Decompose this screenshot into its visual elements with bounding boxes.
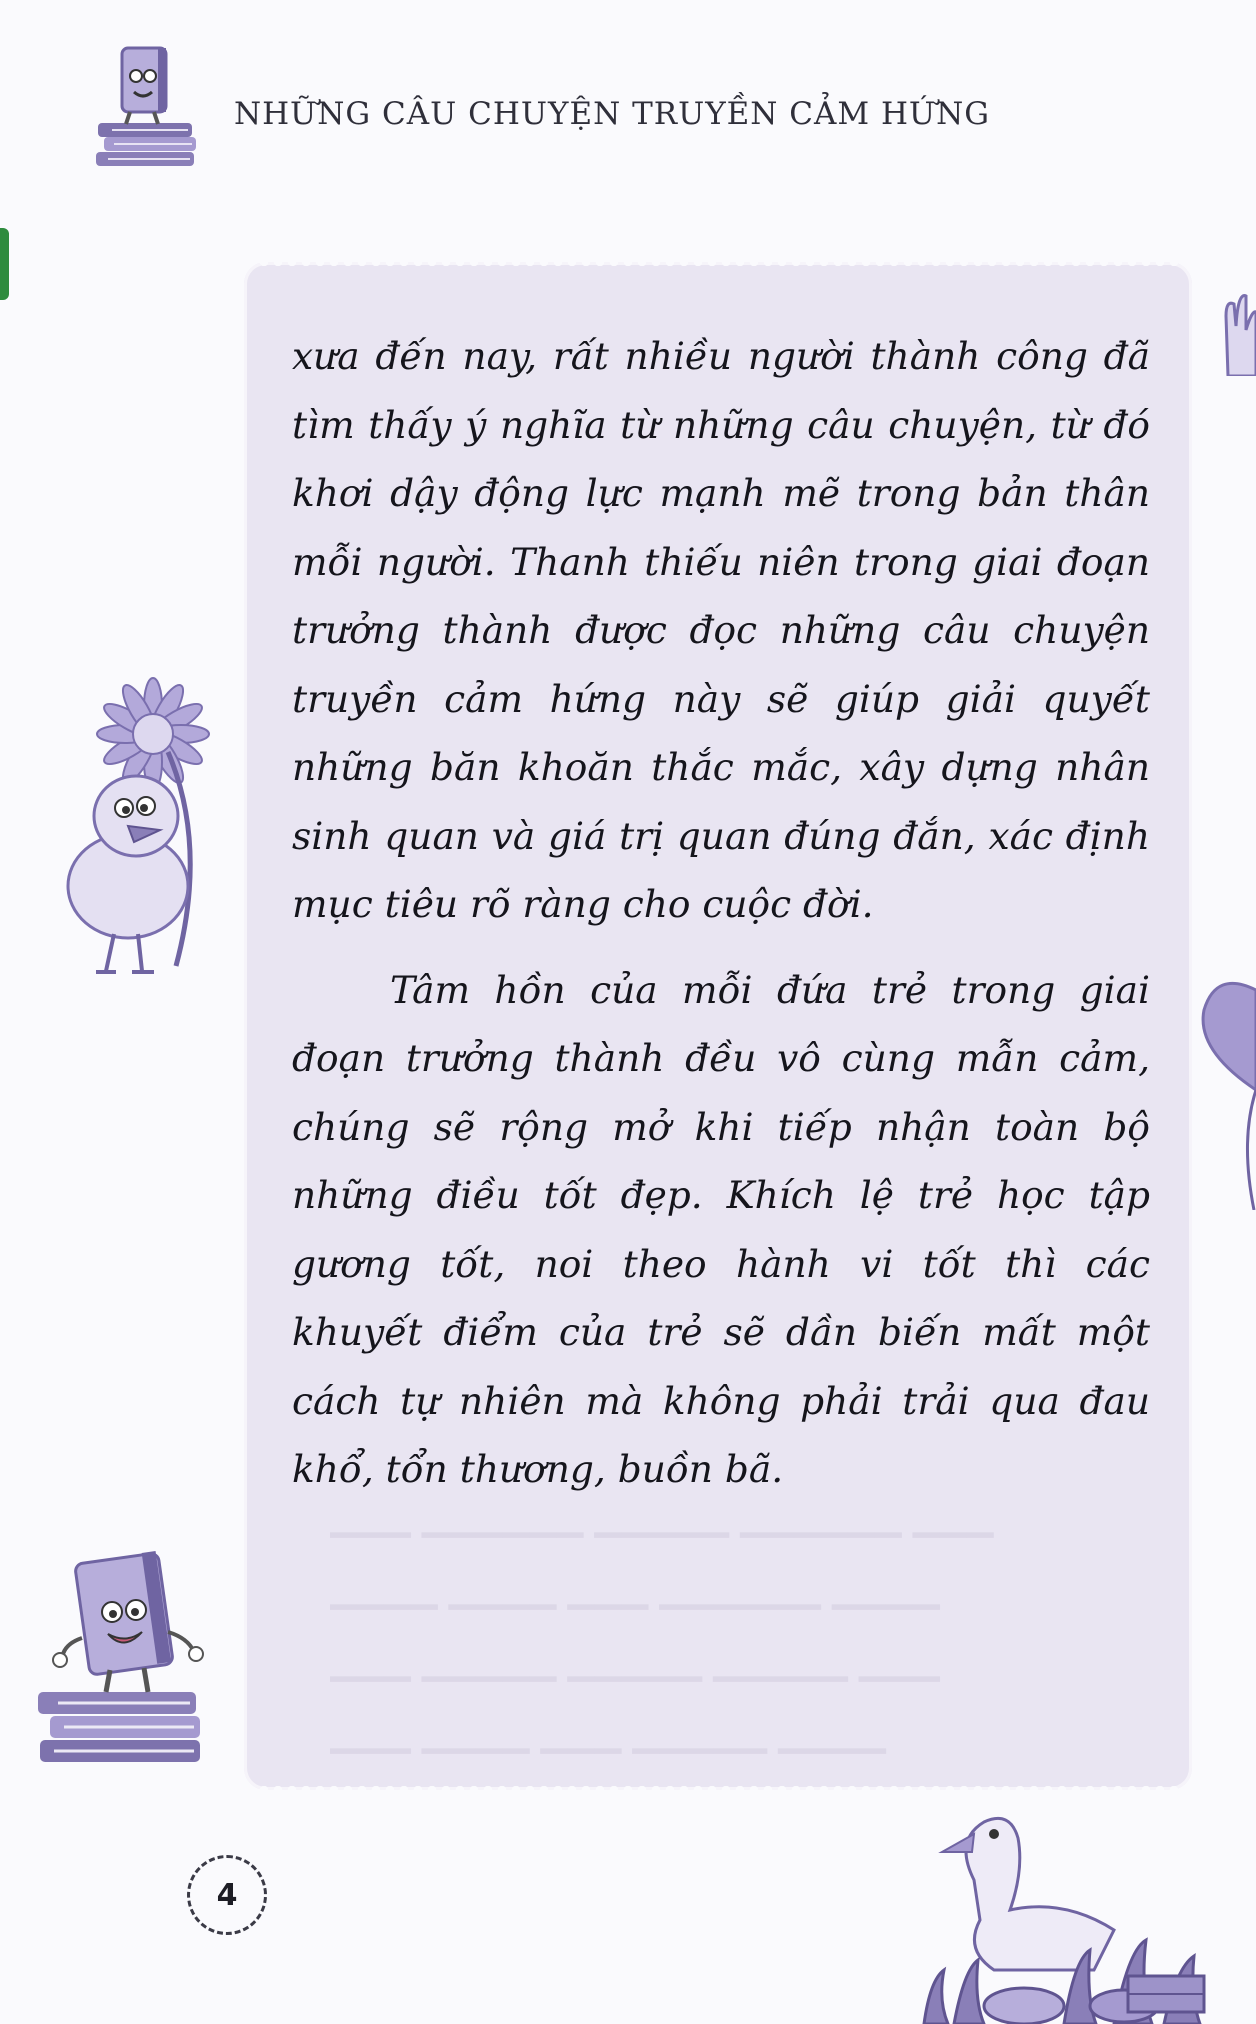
page-number: 4	[187, 1855, 267, 1935]
body-text	[292, 322, 1150, 1504]
show-through-line: ▁▁▁▁ ▁▁▁▁ ▁▁▁ ▁▁▁▁▁▁ ▁▁▁▁	[330, 1570, 940, 1610]
show-through-line: ▁▁▁ ▁▁▁▁▁ ▁▁▁▁▁ ▁▁▁▁▁ ▁▁▁	[330, 1642, 940, 1682]
show-through-line: ▁▁▁ ▁▁▁▁▁▁ ▁▁▁▁▁ ▁▁▁▁▁▁ ▁▁▁	[330, 1498, 994, 1538]
goose-with-vegetables-icon	[914, 1800, 1214, 2024]
chick-with-flower-icon	[58, 676, 238, 986]
book-mascot-footer-icon	[34, 1548, 214, 1768]
heart-balloon-partial-icon	[1196, 980, 1256, 1210]
hand-partial-icon	[1208, 286, 1256, 376]
paragraph: xưa đến nay, rất nhiều người thành công đã tìm thấy ý nghĩa từ những câu chuyện, từ đó khơi dậy động lực mạnh mẽ trong bản thân mỗi người. Thanh thiếu niên trong giai đoạn trưởng thành được đọc những câu chuyện truyền cảm hứng này sẽ giúp giải quyết những băn khoăn thắc mắc, xây dựng nhân sinh quan và giá trị quan đúng đắn, xác định mục tiêu rõ ràng cho cuộc đời.	[292, 334, 1150, 926]
running-header-title: NHỮNG CÂU CHUYỆN TRUYỀN CẢM HỨNG	[234, 96, 991, 132]
chapter-tab-marker	[0, 228, 9, 300]
show-through-line: ▁▁▁ ▁▁▁▁ ▁▁▁ ▁▁▁▁▁ ▁▁▁▁	[330, 1714, 886, 1754]
book-mascot-header-icon	[92, 40, 204, 170]
panel-top-edge	[244, 258, 1192, 266]
panel-bottom-edge	[244, 1786, 1192, 1794]
paragraph: Tâm hồn của mỗi đứa trẻ trong giai đoạn trưởng thành đều vô cùng mẫn cảm, chúng sẽ rộng mở khi tiếp nhận toàn bộ những điều tốt đẹp. Khích lệ trẻ học tập gương tốt, noi theo hành vi tốt thì các khuyết điểm của trẻ sẽ dần biến mất một cách tự nhiên mà không phải trải qua đau khổ, tổn thương, buồn bã.	[292, 967, 1150, 1491]
